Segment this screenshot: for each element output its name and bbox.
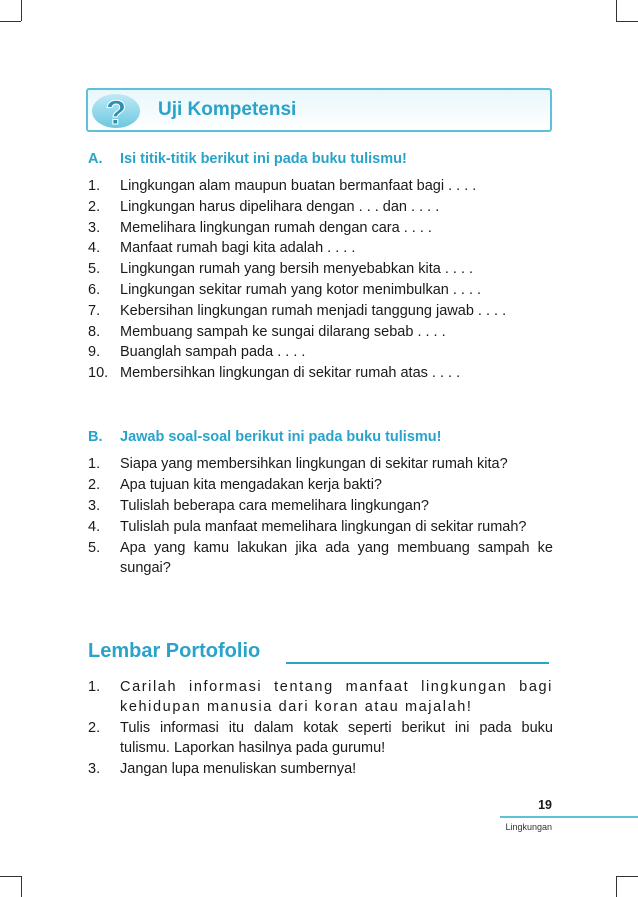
item-number: 1. <box>88 178 101 194</box>
item-number: 1. <box>88 456 101 472</box>
portfolio-underline <box>286 662 549 664</box>
crop-mark <box>616 876 638 877</box>
crop-mark <box>0 876 21 877</box>
list-item <box>88 342 553 362</box>
list-item <box>88 363 553 383</box>
item-number: 1. <box>88 679 101 695</box>
list-item <box>88 259 553 279</box>
item-number: 8. <box>88 323 101 340</box>
item-text: Lingkungan harus dipelihara dengan . . . dan . . . . <box>120 198 440 215</box>
section-b-label: B. <box>88 429 103 445</box>
item-text: Lingkungan alam maupun buatan bermanfaat bagi . . . . <box>120 178 477 194</box>
item-text: Kebersihan lingkungan rumah menjadi tanggung jawab . . . . <box>120 302 507 319</box>
item-number: 6. <box>88 281 101 298</box>
list-item <box>88 454 553 474</box>
item-text: Jangan lupa menuliskan sumbernya! <box>120 761 357 777</box>
portfolio-title: Lembar Portofolio <box>88 640 261 662</box>
crop-mark <box>21 876 22 897</box>
question-mark-icon <box>90 92 142 130</box>
chapter-name: Lingkungan <box>505 822 552 832</box>
item-text: Lingkungan sekitar rumah yang kotor menimbulkan . . . . <box>120 281 482 298</box>
item-text: Manfaat rumah bagi kita adalah . . . . <box>120 240 356 257</box>
crop-mark <box>616 21 638 22</box>
item-text: Tulis informasi itu dalam kotak seperti berikut ini pada buku tulismu. Laporkan hasilnya pada gurumu! <box>120 720 553 756</box>
item-number: 5. <box>88 261 101 278</box>
footer-rule <box>500 816 638 818</box>
item-number: 4. <box>88 240 101 257</box>
section-b-heading <box>88 429 441 445</box>
item-text: Lingkungan rumah yang bersih menyebabkan kita . . . . <box>120 261 474 278</box>
item-text: Membuang sampah ke sungai dilarang sebab . . . . <box>120 323 446 340</box>
section-a-title: Isi titik-titik berikut ini pada buku tulismu! <box>120 151 407 167</box>
item-number: 2. <box>88 720 101 736</box>
item-text: Membersihkan lingkungan di sekitar rumah atas . . . . <box>120 365 461 382</box>
item-number: 3. <box>88 219 101 236</box>
crop-mark <box>0 21 21 22</box>
list-item <box>88 301 553 321</box>
list-item <box>88 517 553 537</box>
crop-mark <box>616 876 617 897</box>
section-b-list <box>88 454 553 579</box>
item-text: Apa yang kamu lakukan jika ada yang membuang sampah ke sungai? <box>120 540 553 576</box>
banner-title: Uji Kompetensi <box>158 99 297 120</box>
svg-text:?: ? <box>105 94 127 130</box>
competency-banner <box>86 88 552 132</box>
item-number: 10. <box>88 365 109 382</box>
list-item <box>88 475 553 495</box>
crop-mark <box>616 0 617 21</box>
item-number: 3. <box>88 761 101 777</box>
item-number: 5. <box>88 540 101 556</box>
section-b-title: Jawab soal-soal berikut ini pada buku tulismu! <box>120 429 442 445</box>
section-a-label: A. <box>88 151 103 167</box>
section-a-heading <box>88 151 407 167</box>
item-text: Carilah informasi tentang manfaat lingkungan bagi kehidupan manusia dari koran atau majalah! <box>120 679 553 715</box>
crop-mark <box>21 0 22 21</box>
item-number: 3. <box>88 498 101 514</box>
item-number: 7. <box>88 302 101 319</box>
portfolio-list <box>88 677 553 780</box>
item-number: 2. <box>88 198 101 215</box>
list-item <box>88 218 553 238</box>
list-item <box>88 238 553 258</box>
list-item <box>88 197 553 217</box>
item-text: Apa tujuan kita mengadakan kerja bakti? <box>120 477 382 493</box>
item-text: Tulislah beberapa cara memelihara lingkungan? <box>120 498 429 514</box>
item-text: Memelihara lingkungan rumah dengan cara . . . . <box>120 219 432 236</box>
list-item <box>88 677 553 717</box>
section-a-list <box>88 176 553 384</box>
list-item <box>88 718 553 758</box>
item-text: Siapa yang membersihkan lingkungan di sekitar rumah kita? <box>120 456 508 472</box>
page-number: 19 <box>538 798 552 812</box>
item-number: 9. <box>88 344 101 361</box>
list-item <box>88 322 553 342</box>
list-item <box>88 759 553 779</box>
list-item <box>88 280 553 300</box>
list-item <box>88 176 553 196</box>
item-number: 2. <box>88 477 101 493</box>
item-number: 4. <box>88 519 101 535</box>
item-text: Tulislah pula manfaat memelihara lingkungan di sekitar rumah? <box>120 519 527 535</box>
list-item <box>88 496 553 516</box>
item-text: Buanglah sampah pada . . . . <box>120 344 306 361</box>
list-item <box>88 538 553 578</box>
